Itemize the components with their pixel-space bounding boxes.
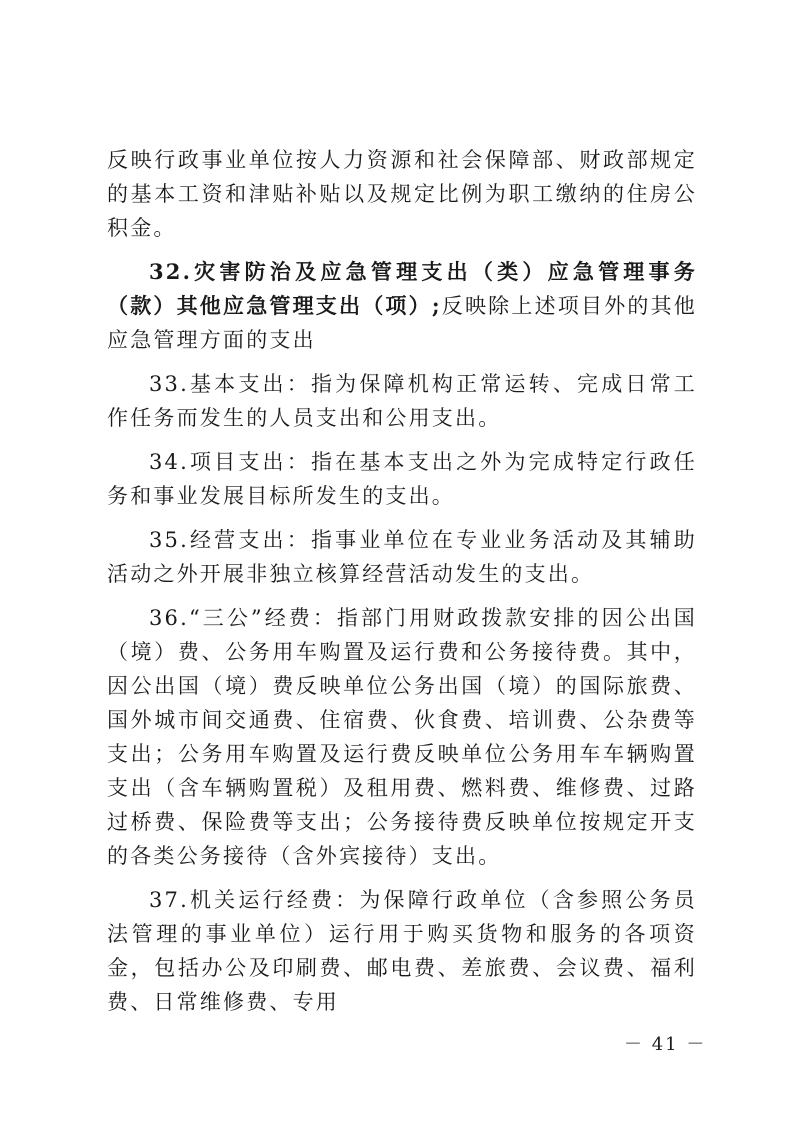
item-32-heading: 32.灾害防治及应急管理支出（类）应急管理事务（款）其他应急管理支出（项）; <box>107 259 697 318</box>
item-33-text: 33.基本支出：指为保障机构正常运转、完成日常工作任务而发生的人员支出和公用支出。 <box>107 372 697 430</box>
page-number: － 41 － <box>624 1034 707 1055</box>
item-36-text: 36.“三公”经费：指部门用财政拨款安排的因公出国（境）费、公务用车购置及运行费和公务接待费。其中，因公出国（境）费反映单位公务出国（境）的国际旅费、国外城市间交通费、住宿费、伙食费、培训费、公杂费等支出；公务用车购置及运行费反映单位公务用车车辆购置支出（含车辆购置税）及租用费、燃料费、维修费、过路过桥费、保险费等支出；公务接待费反映单位按规定开支的各类公务接待（含外宾接待）支出。 <box>107 606 697 868</box>
item-32-text: 反映除上述项目外的其他应急管理方面的支出 <box>107 294 697 352</box>
item-34-text: 34.项目支出：指在基本支出之外为完成特定行政任务和事业发展目标所发生的支出。 <box>107 450 697 508</box>
document-body <box>107 143 697 1019</box>
paragraph-text: 反映行政事业单位按人力资源和社会保障部、财政部规定的基本工资和津贴补贴以及规定比例为职工缴纳的住房公积金。 <box>107 148 697 240</box>
paragraph-item-36 <box>107 601 697 873</box>
paragraph-item-33 <box>107 367 697 435</box>
paragraph-item-34 <box>107 445 697 513</box>
paragraph-item-37 <box>107 883 697 1019</box>
paragraph-item-35 <box>107 523 697 591</box>
paragraph-continuation <box>107 143 697 245</box>
item-37-text: 37.机关运行经费：为保障行政单位（含参照公务员法管理的事业单位）运行用于购买货物和服务的各项资金，包括办公及印刷费、邮电费、差旅费、会议费、福利费、日常维修费、专用 <box>107 888 697 1014</box>
paragraph-item-32 <box>107 255 697 357</box>
item-35-text: 35.经营支出：指事业单位在专业业务活动及其辅助活动之外开展非独立核算经营活动发生的支出。 <box>107 528 697 586</box>
